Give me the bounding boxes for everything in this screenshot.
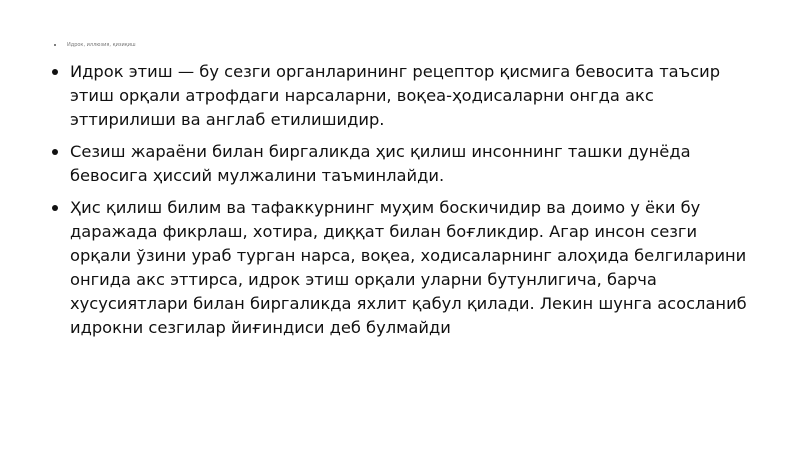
bullet-icon: [54, 44, 56, 46]
bullet-text: Идрок этиш — бу сезги органларининг рецептор қисмига бевосита таъсир этиш орқали атрофдаги нарсаларни, воқеа-ҳодисаларни онгда акс эттирилиши ва англаб етилишидир.: [70, 62, 721, 129]
bullet-icon: [52, 205, 58, 211]
bullet-icon: [52, 149, 58, 155]
bullet-item: [52, 60, 752, 132]
bullet-icon: [52, 69, 58, 75]
bullet-text: Ҳис қилиш билим ва тафаккурнинг муҳим боскичидир ва доимо у ёки бу даражада фикрлаш, хотира, диққат билан боғликдир. Агар инсон сезги орқали ўзини ураб турган нарса, воқеа, ходисаларнинг алоҳида белгиларини онгида акс эттирса, идрок этиш орқали уларни бутунлигича, барча хусусиятлари билан биргаликда яхлит қабул қилади. Лекин шунга асосланиб идрокни сезгилар йиғиндиси деб булмайди: [70, 198, 747, 337]
bullet-item: [52, 140, 752, 188]
bullet-list: [52, 60, 752, 348]
tiny-heading-text: Идрок, иллюзия, қизиқиш: [67, 42, 136, 48]
tiny-heading: [54, 42, 136, 48]
bullet-text: Сезиш жараёни билан биргаликда ҳис қилиш инсоннинг ташки дунёда бевосига ҳиссий мулжалини таъминлайди.: [70, 142, 691, 185]
bullet-item: [52, 196, 752, 340]
